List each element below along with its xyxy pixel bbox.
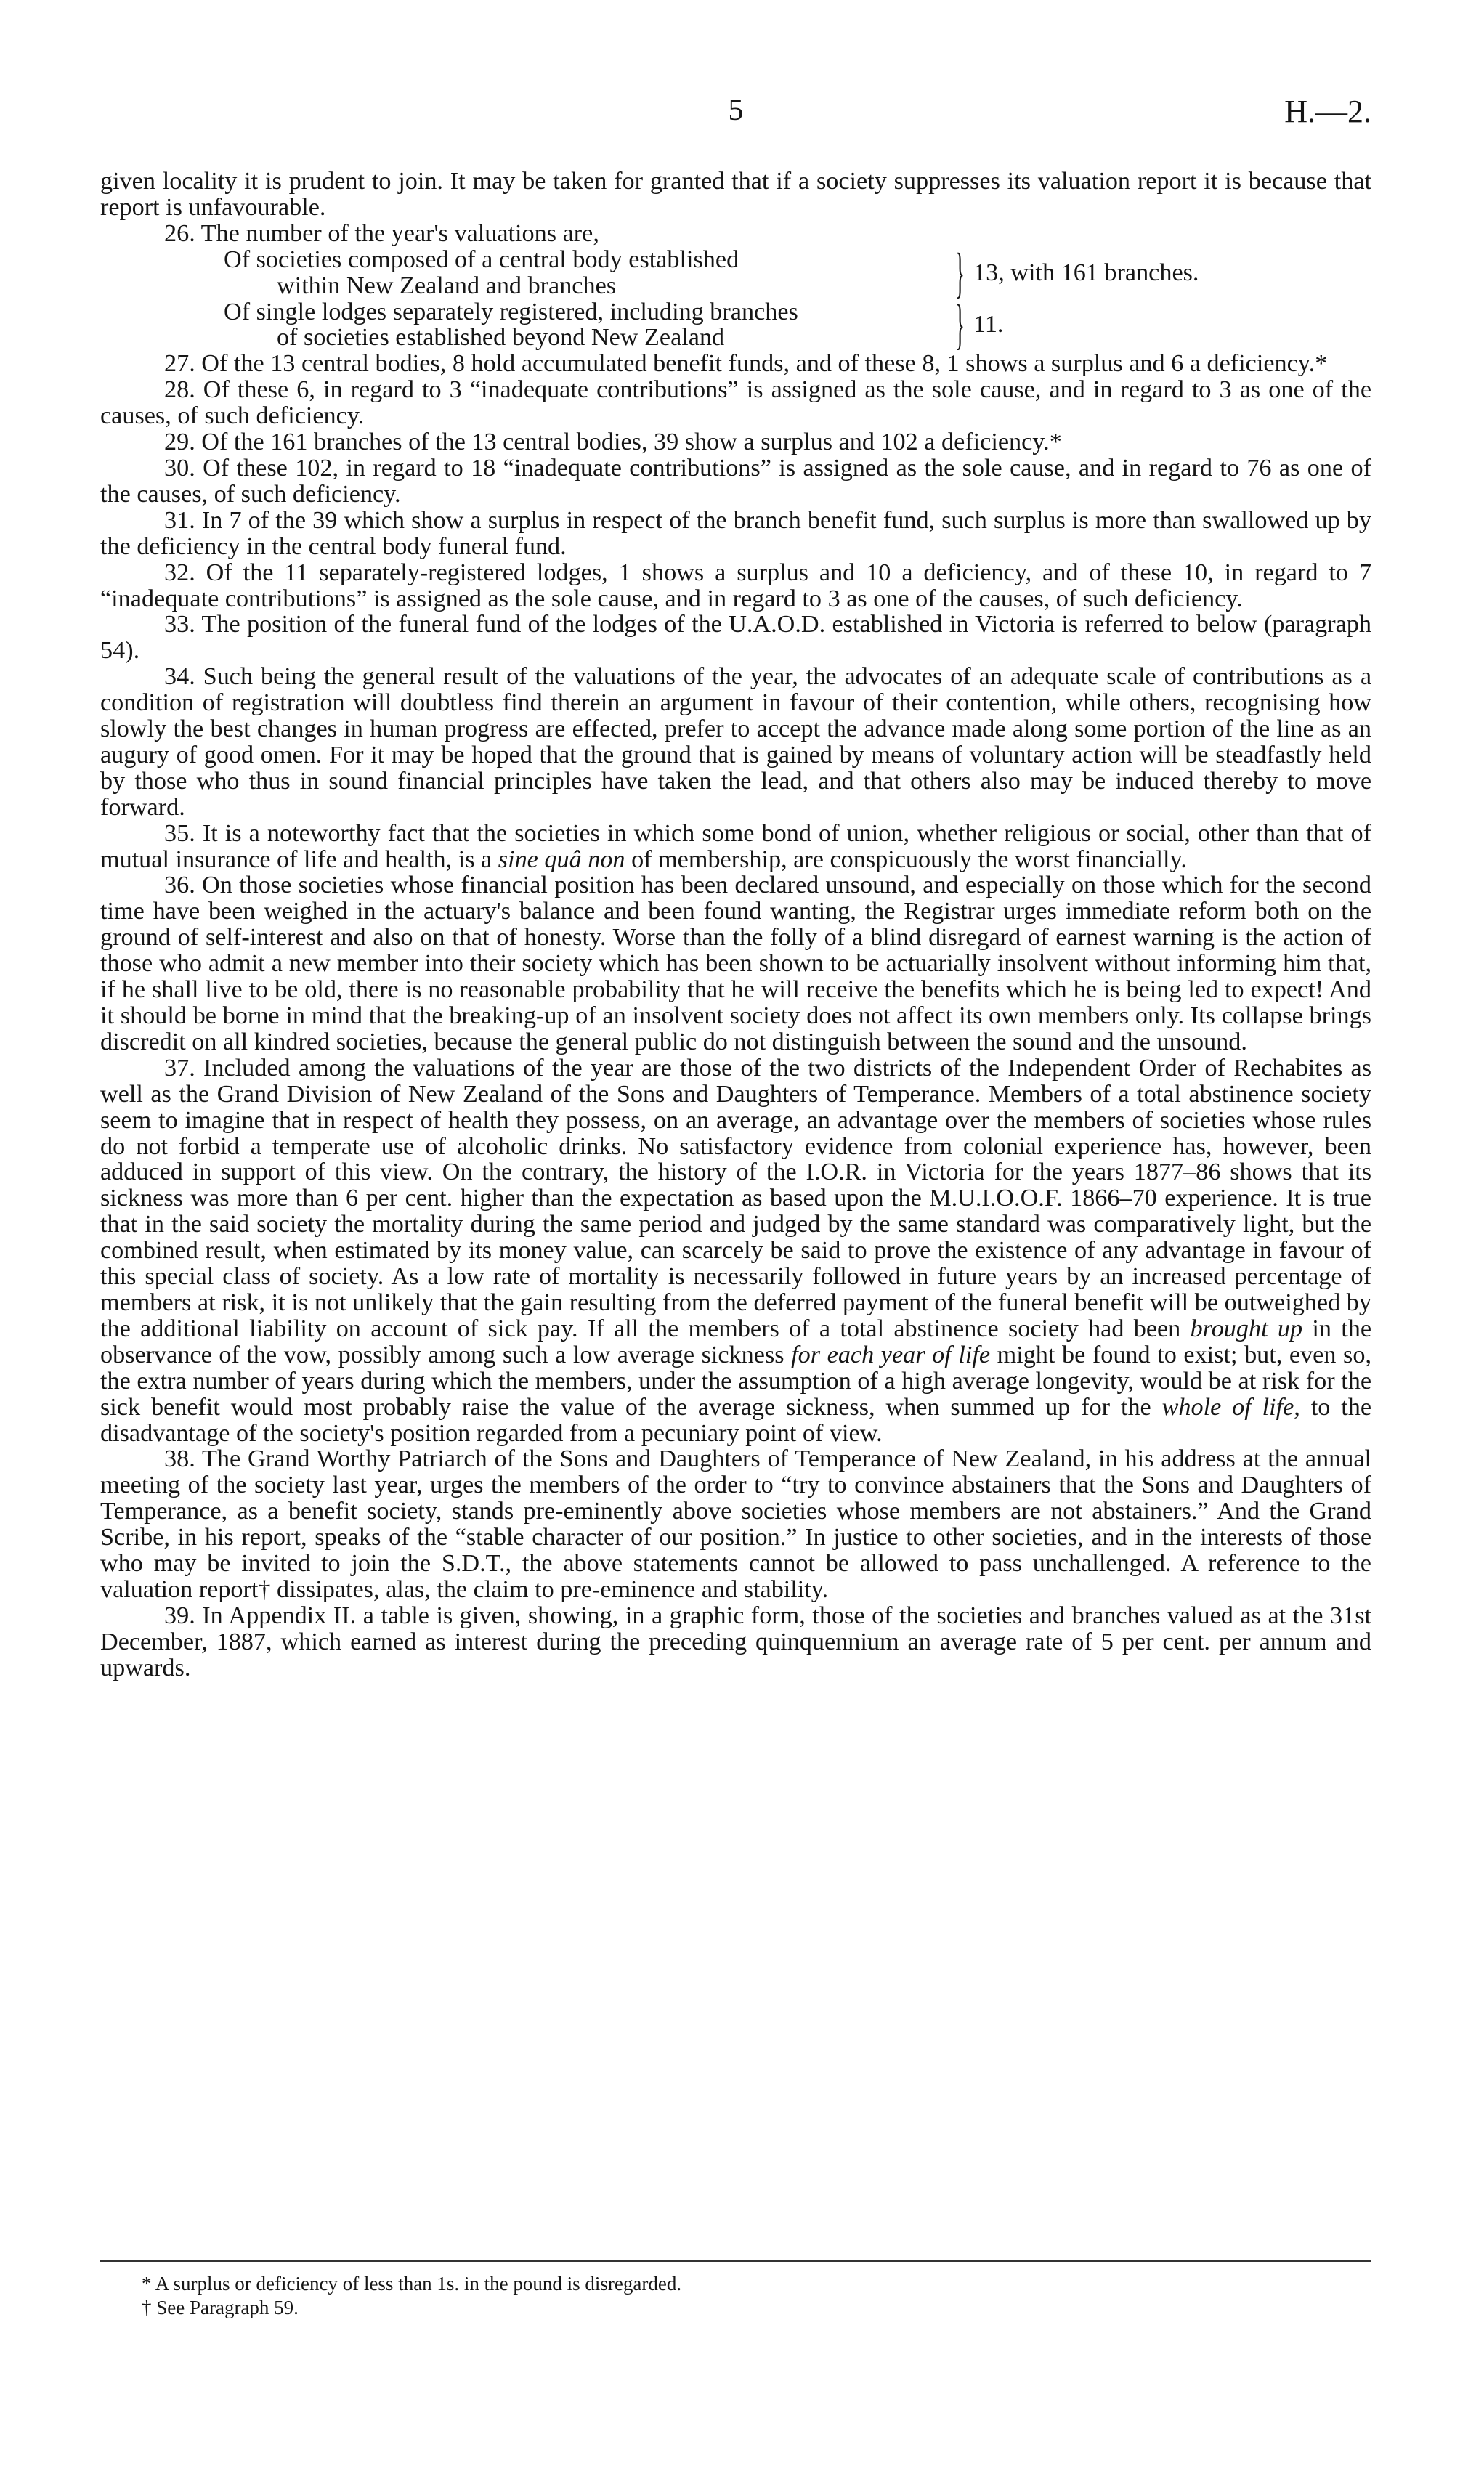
paragraph-35-text: 35. It is a noteworthy fact that the societies in which some bond of union, whether religious or social, other than that of mutual insurance of life and health, is a <box>100 819 1371 873</box>
valuations-row-value: 11. <box>973 311 1004 338</box>
paragraph-36: 36. On those societies whose financial position has been declared unsound, and especially on those which for the second time have been weighed in the actuary's balance and been found wanting, the Registrar urges immediate reform both on the ground of self-interest and also on that of honesty. Worse than the folly of a blind disregard of earnest warning is the action of those who admit a new member into their society which has been shown to be actuarially insolvent without informing him that, if he shall live to be old, there is no reasonable probability that he will receive the benefits which he is being led to expect! And it should be borne in mind that the breaking-up of an insolvent society does not affect its own members only. Its collapse brings discredit on all kindred societies, because the general public do not distinguish between the sound and the unsound. <box>100 872 1371 1055</box>
footnote-divider <box>100 2260 1371 2262</box>
paragraph-31: 31. In 7 of the 39 which show a surplus in respect of the branch benefit fund, such surplus is more than swallowed up by the deficiency in the central body funeral fund. <box>100 506 1371 560</box>
footnotes <box>142 2272 681 2320</box>
footnote-star: * A surplus or deficiency of less than 1s. in the pound is disregarded. <box>142 2273 682 2295</box>
paragraph-30: 30. Of these 102, in regard to 18 “inadequate contributions” is assigned as the sole cause, and in regard to 76 as one of the causes, of such deficiency. <box>100 454 1371 508</box>
paragraph-29: 29. Of the 161 branches of the 13 central bodies, 39 show a surplus and 102 a deficiency.* <box>164 429 1062 456</box>
paragraph-26: 26. The number of the year's valuations are, <box>164 219 599 247</box>
page-number: 5 <box>728 94 744 127</box>
footnote-dagger: † See Paragraph 59. <box>142 2297 299 2318</box>
paragraph-35-emphasis: sine quâ non <box>498 845 625 873</box>
paragraph-35-text-end: of membership, are conspicuously the worst financially. <box>625 845 1187 873</box>
paragraph-continued: given locality it is prudent to join. It may be taken for granted that if a society suppresses its valuation report it is because that report is unfavourable. <box>100 168 1371 221</box>
paragraph-33: 33. The position of the funeral fund of the lodges of the U.A.O.D. established in Victoria is referred to below (paragraph 54). <box>100 611 1371 665</box>
paragraph-35 <box>100 821 1371 873</box>
paragraph-32: 32. Of the 11 separately-registered lodges, 1 shows a surplus and 10 a deficiency, and of these 10, in regard to 7 “inadequate contributions” is assigned as the sole cause, and in regard to 3 as one of the causes, of such deficiency. <box>100 559 1371 612</box>
paragraph-37-text: in the observance of the vow, possibly among such a low average sickness <box>100 1315 1371 1368</box>
paragraph-37-emphasis: whole of life, <box>1161 1393 1300 1421</box>
valuations-row-value: 13, with 161 branches. <box>973 259 1199 286</box>
valuations-row-line-1: Of single lodges separately registered, including branches <box>224 298 798 325</box>
paragraph-37 <box>100 1055 1371 1447</box>
paragraph-27: 27. Of the 13 central bodies, 8 hold accumulated benefit funds, and of these 8, 1 shows a surplus and 6 a deficiency.* <box>164 350 1328 378</box>
valuations-row-line-1: Of societies composed of a central body established <box>224 246 739 273</box>
paragraph-34: 34. Such being the general result of the valuations of the year, the advocates of an adequate scale of contributions as a condition of registration will doubtless find therein an argument in favour of their contention, while others, recognising how slowly the best changes in human progress are effected, prefer to accept the advance made along some portion of the line as an augury of good omen. For it may be hoped that the ground that is gained by means of voluntary action will be steadfastly held by those who thus in sound financial principles have taken the lead, and that others also may be induced thereby to move forward. <box>100 663 1371 821</box>
paragraph-38: 38. The Grand Worthy Patriarch of the Sons and Daughters of Temperance of New Zealand, in his address at the annual meeting of the society last year, urges the members of the order to “try to convince abstainers that the Sons and Daughters of Temperance, as a benefit society, stands pre-eminently above societies whose members are not abstainers.” And the Grand Scribe, in his report, speaks of the “stable character of our position.” In justice to other societies, and in the interests of those who may be invited to join the S.D.T., the above statements cannot be allowed to pass unchallenged. A reference to the valuation report† dissipates, alas, the claim to pre-eminence and stability. <box>100 1445 1371 1603</box>
paragraph-37-text: 37. Included among the valuations of the year are those of the two districts of the Independent Order of Rechabites as well as the Grand Division of New Zealand of the Sons and Daughters of Temperance. Members of a total abstinence society seem to imagine that in respect of health they possess, on an average, an advantage over the members of societies whose rules do not forbid a temperate use of alcoholic drinks. No satisfactory evidence from colonial experience has, however, been adduced in support of this view. On the contrary, the history of the I.O.R. in Victoria for the years 1877–86 shows that its sickness was more than 6 per cent. higher than the expectation as based upon the M.U.I.O.O.F. 1866–70 experience. It is true that in the said society the mortality during the same period and judged by the same standard was comparatively light, but the combined result, when estimated by its money value, can scarcely be said to prove the existence of any advantage in favour of this special class of society. As a low rate of mortality is necessarily followed in future years by an increased percentage of members at risk, it is not unlikely that the gain resulting from the deferred payment of the funeral benefit will be outweighed by the additional liability on account of sick pay. If all the members of a total abstinence society had been <box>100 1054 1371 1342</box>
valuations-row-line-2: within New Zealand and branches <box>277 272 617 299</box>
valuations-row-description <box>224 247 950 299</box>
paragraph-39: 39. In Appendix II. a table is given, showing, in a graphic form, those of the societies and branches valued as at the 31st December, 1887, which earned as interest during the preceding quinquennium an average rate of 5 per cent. per annum and upwards. <box>100 1602 1371 1681</box>
paragraph-37-text-end: to the disadvantage of the society's position regarded from a pecuniary point of view. <box>100 1393 1371 1447</box>
valuations-row-line-2: of societies established beyond New Zealand <box>277 324 725 352</box>
right-brace: } <box>955 294 965 356</box>
body-text <box>100 169 1371 1681</box>
valuations-row-single-lodges <box>224 294 1371 356</box>
paragraph-28: 28. Of these 6, in regard to 3 “inadequate contributions” is assigned as the sole cause, and in regard to 3 as one of the causes, of such deficiency. <box>100 376 1371 430</box>
paragraph-37-text: might be found to exist; but, even so, the extra number of years during which the members, under the assumption of a high average longevity, would be at risk for the sick benefit would most probably raise the value of the average sickness, when summed up for the <box>100 1341 1371 1421</box>
paragraph-37-emphasis: brought up <box>1190 1315 1303 1342</box>
right-brace: } <box>955 242 965 304</box>
paragraph-37-emphasis: for each year of life <box>791 1341 991 1368</box>
page-header <box>100 93 1371 137</box>
valuations-row-central-bodies <box>224 242 1371 304</box>
valuations-row-description <box>224 299 950 352</box>
document-code: H.—2. <box>1284 94 1371 129</box>
